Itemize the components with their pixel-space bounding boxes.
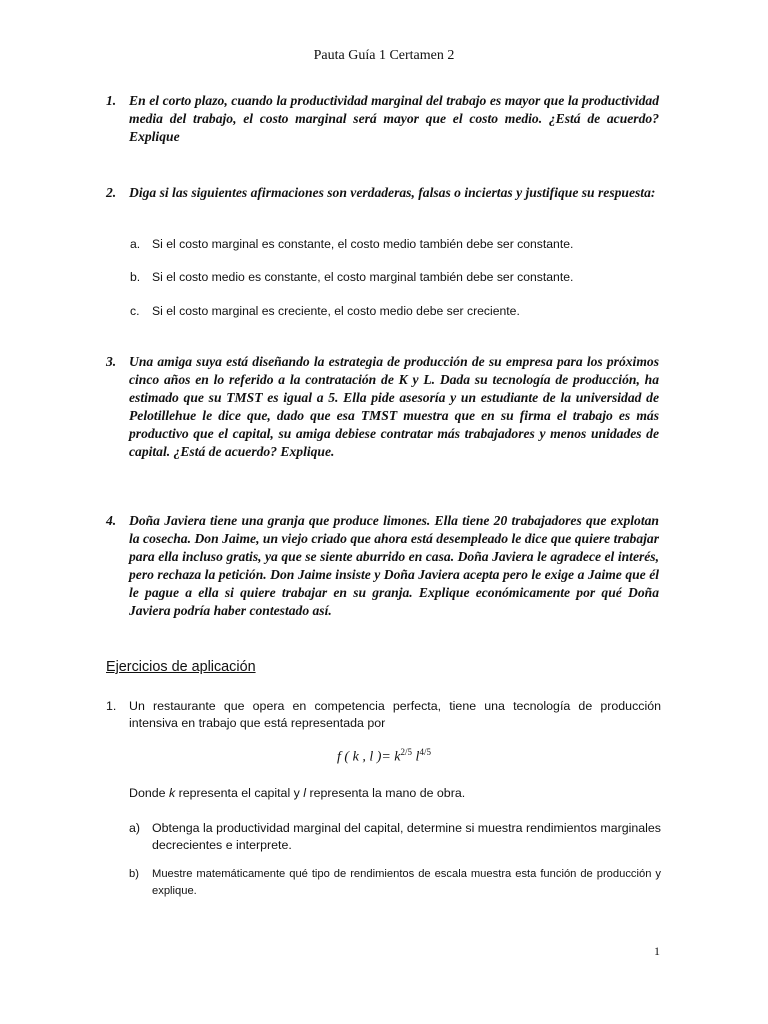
question-3 xyxy=(106,353,659,461)
formula-exponent-k: 2/5 xyxy=(400,747,413,757)
item-label: b) xyxy=(129,868,139,880)
question-2-item-c xyxy=(130,303,659,320)
exercise-text: Un restaurante que opera en competencia perfecta, tiene una tecnología de producción intensiva en trabajo que está representada por xyxy=(129,699,661,730)
exercise-1-item-b xyxy=(129,866,661,900)
item-label: a. xyxy=(130,237,141,251)
question-text: Una amiga suya está diseñando la estrategia de producción de su empresa para los próximos cinco años en lo referido a la contratación de K y L. Dada su tecnología de producción, ha estimado que su TMST es igual a 5. Ella pide asesoría y un estudiante de la universidad de Pelotillehue le dice que, dado que esa TMST muestra que en su firma el trabajo es más productivo que el capital, su amiga debiese contratar más trabajadores y menos unidades de capital. ¿Está de acuerdo? Explique. xyxy=(129,354,659,459)
production-function-formula xyxy=(0,747,768,766)
item-text: Si el costo marginal es creciente, el costo medio debe ser creciente. xyxy=(152,304,520,318)
question-number: 2. xyxy=(106,185,117,200)
item-text: Obtenga la productividad marginal del capital, determine si muestra rendimientos marginales decrecientes e interprete. xyxy=(152,821,661,852)
question-number: 1. xyxy=(106,93,117,108)
formula-base-l: l xyxy=(415,749,420,765)
question-2 xyxy=(106,184,659,202)
variable-k: k xyxy=(168,786,176,800)
item-text: Si el costo marginal es constante, el costo medio también debe ser constante. xyxy=(152,237,574,251)
page-number: 1 xyxy=(654,944,660,958)
definition-text: representa la mano de obra. xyxy=(306,786,466,800)
question-2-item-a xyxy=(130,236,659,253)
question-text: Diga si las siguientes afirmaciones son verdaderas, falsas o inciertas y justifique su respuesta: xyxy=(129,185,656,200)
question-number: 3. xyxy=(106,354,117,369)
variable-definition xyxy=(129,786,465,800)
exercise-number: 1. xyxy=(106,699,117,713)
item-label: c. xyxy=(130,304,140,318)
item-label: a) xyxy=(129,821,141,835)
definition-text: Donde xyxy=(129,786,169,800)
item-label: b. xyxy=(130,270,141,284)
variable-l: l xyxy=(303,786,307,800)
page-title: Pauta Guía 1 Certamen 2 xyxy=(313,48,455,63)
question-2-item-b xyxy=(130,269,659,286)
item-text: Si el costo medio es constante, el costo marginal también debe ser constante. xyxy=(152,270,574,284)
definition-text: representa el capital y xyxy=(175,786,304,800)
question-1 xyxy=(106,92,659,146)
question-4 xyxy=(106,512,659,620)
section-heading: Ejercicios de aplicación xyxy=(106,659,256,675)
exercise-1-item-a xyxy=(129,820,661,854)
question-number: 4. xyxy=(106,513,117,528)
formula-lhs: f ( k , l )= k xyxy=(337,749,401,765)
question-text: Doña Javiera tiene una granja que produce limones. Ella tiene 20 trabajadores que explotan la cosecha. Don Jaime, un viejo criado que ahora está desempleado le dice que quiere trabajar para ella incluso gratis, ya que se siente aburrido en casa. Doña Javiera le agradece el interés, pero rechaza la petición. Don Jaime insiste y Doña Javiera acepta pero le exige a Jaime que él le pague a ella si quiere trabajar en su granja. Explique económicamente por qué Doña Javiera podría haber contestado así. xyxy=(129,513,659,618)
exercise-1 xyxy=(106,698,661,732)
question-text: En el corto plazo, cuando la productividad marginal del trabajo es mayor que la productividad media del trabajo, el costo marginal será mayor que el costo medio. ¿Está de acuerdo? Explique xyxy=(129,93,659,144)
item-text: Muestre matemáticamente qué tipo de rendimientos de escala muestra esta función de producción y explique. xyxy=(152,868,661,897)
formula-exponent-l: 4/5 xyxy=(419,747,431,757)
